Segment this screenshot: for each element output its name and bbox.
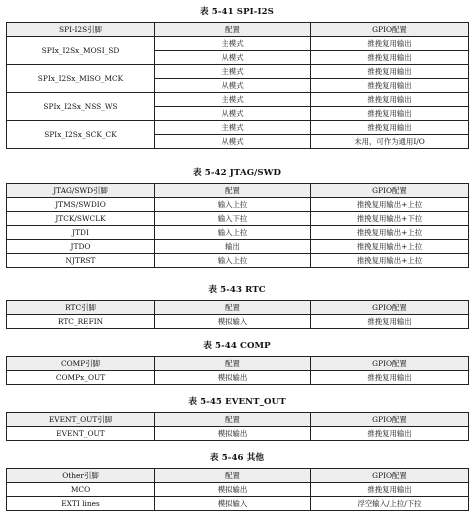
header-gpio: GPIO配置 bbox=[311, 469, 469, 483]
table-header-row bbox=[7, 301, 469, 315]
table-row bbox=[7, 315, 469, 329]
table-row bbox=[7, 240, 469, 254]
table-row bbox=[7, 371, 469, 385]
table-header-row bbox=[7, 23, 469, 37]
table-row bbox=[7, 483, 469, 497]
pin-cell: RTC_REFIN bbox=[7, 315, 155, 329]
header-pin: RTC引脚 bbox=[7, 301, 155, 315]
header-config: 配置 bbox=[155, 184, 311, 198]
header-config: 配置 bbox=[155, 469, 311, 483]
gpio-cell: 推挽复用输出 bbox=[311, 93, 469, 107]
header-config: 配置 bbox=[155, 301, 311, 315]
config-cell: 输入上拉 bbox=[155, 254, 311, 268]
header-gpio: GPIO配置 bbox=[311, 301, 469, 315]
config-cell: 输入下拉 bbox=[155, 212, 311, 226]
table-header-row bbox=[7, 357, 469, 371]
gpio-cell: 推挽复用输出 bbox=[311, 37, 469, 51]
config-cell: 输入上拉 bbox=[155, 198, 311, 212]
header-config: 配置 bbox=[155, 23, 311, 37]
table-rtc bbox=[6, 300, 469, 329]
config-cell: 模拟输入 bbox=[155, 497, 311, 511]
table-spi-i2s bbox=[6, 22, 469, 149]
gpio-cell: 推挽复用输出 bbox=[311, 121, 469, 135]
pin-cell: JTCK/SWCLK bbox=[7, 212, 155, 226]
config-cell: 模拟输入 bbox=[155, 315, 311, 329]
table-row bbox=[7, 497, 469, 511]
gpio-cell: 推挽复用输出 bbox=[311, 107, 469, 121]
config-cell: 主模式 bbox=[155, 37, 311, 51]
gpio-cell: 推挽复用输出+上拉 bbox=[311, 240, 469, 254]
pin-cell: EXTI lines bbox=[7, 497, 155, 511]
table-jtag-swd bbox=[6, 183, 469, 268]
pin-cell: NJTRST bbox=[7, 254, 155, 268]
header-gpio: GPIO配置 bbox=[311, 184, 469, 198]
config-cell: 从模式 bbox=[155, 51, 311, 65]
pin-cell: JTDI bbox=[7, 226, 155, 240]
gpio-cell: 推挽复用输出 bbox=[311, 315, 469, 329]
table-caption-other: 表 5-46 其他 bbox=[209, 453, 265, 463]
gpio-cell: 浮空输入/上拉/下拉 bbox=[311, 497, 469, 511]
table-header-row bbox=[7, 413, 469, 427]
table-row bbox=[7, 198, 469, 212]
pin-cell: EVENT_OUT bbox=[7, 427, 155, 441]
config-cell: 输入上拉 bbox=[155, 226, 311, 240]
table-row bbox=[7, 427, 469, 441]
table-caption-event: 表 5-45 EVENT_OUT bbox=[188, 397, 286, 407]
gpio-cell: 推挽复用输出 bbox=[311, 371, 469, 385]
header-pin: COMP引脚 bbox=[7, 357, 155, 371]
table-other bbox=[6, 468, 469, 511]
gpio-cell: 推挽复用输出 bbox=[311, 65, 469, 79]
pin-cell: SPIx_I2Sx_MOSI_SD bbox=[7, 37, 155, 65]
table-row bbox=[7, 37, 469, 51]
gpio-cell: 推挽复用输出 bbox=[311, 427, 469, 441]
table-row bbox=[7, 93, 469, 107]
config-cell: 主模式 bbox=[155, 93, 311, 107]
pin-cell: SPIx_I2Sx_SCK_CK bbox=[7, 121, 155, 149]
pin-cell: SPIx_I2Sx_MISO_MCK bbox=[7, 65, 155, 93]
table-header-row bbox=[7, 184, 469, 198]
table-row bbox=[7, 254, 469, 268]
table-caption-rtc: 表 5-43 RTC bbox=[208, 285, 266, 295]
table-header-row bbox=[7, 469, 469, 483]
header-pin: JTAG/SWD引脚 bbox=[7, 184, 155, 198]
config-cell: 输出 bbox=[155, 240, 311, 254]
pin-cell: MCO bbox=[7, 483, 155, 497]
pin-cell: JTMS/SWDIO bbox=[7, 198, 155, 212]
table-event-out bbox=[6, 412, 469, 441]
header-gpio: GPIO配置 bbox=[311, 413, 469, 427]
header-pin: SPI-I2S引脚 bbox=[7, 23, 155, 37]
pin-cell: JTDO bbox=[7, 240, 155, 254]
gpio-cell: 推挽复用输出+上拉 bbox=[311, 254, 469, 268]
table-row bbox=[7, 212, 469, 226]
table-caption-comp: 表 5-44 COMP bbox=[203, 341, 271, 351]
gpio-cell: 推挽复用输出+上拉 bbox=[311, 198, 469, 212]
config-cell: 模拟输出 bbox=[155, 427, 311, 441]
pin-cell: SPIx_I2Sx_NSS_WS bbox=[7, 93, 155, 121]
pin-cell: COMPx_OUT bbox=[7, 371, 155, 385]
table-row bbox=[7, 121, 469, 135]
gpio-cell: 推挽复用输出+下拉 bbox=[311, 212, 469, 226]
header-config: 配置 bbox=[155, 357, 311, 371]
gpio-cell: 推挽复用输出 bbox=[311, 483, 469, 497]
header-gpio: GPIO配置 bbox=[311, 357, 469, 371]
config-cell: 模拟输出 bbox=[155, 483, 311, 497]
gpio-cell: 推挽复用输出+上拉 bbox=[311, 226, 469, 240]
config-cell: 从模式 bbox=[155, 79, 311, 93]
config-cell: 模拟输出 bbox=[155, 371, 311, 385]
gpio-cell: 推挽复用输出 bbox=[311, 51, 469, 65]
header-pin: EVENT_OUT引脚 bbox=[7, 413, 155, 427]
table-row bbox=[7, 226, 469, 240]
header-gpio: GPIO配置 bbox=[311, 23, 469, 37]
config-cell: 主模式 bbox=[155, 121, 311, 135]
table-caption-jtag: 表 5-42 JTAG/SWD bbox=[192, 168, 282, 178]
config-cell: 从模式 bbox=[155, 135, 311, 149]
table-row bbox=[7, 65, 469, 79]
header-config: 配置 bbox=[155, 413, 311, 427]
gpio-cell: 未用，可作为通用I/O bbox=[311, 135, 469, 149]
gpio-cell: 推挽复用输出 bbox=[311, 79, 469, 93]
config-cell: 主模式 bbox=[155, 65, 311, 79]
config-cell: 从模式 bbox=[155, 107, 311, 121]
table-comp bbox=[6, 356, 469, 385]
table-caption-spi: 表 5-41 SPI-I2S bbox=[200, 7, 274, 17]
header-pin: Other引脚 bbox=[7, 469, 155, 483]
